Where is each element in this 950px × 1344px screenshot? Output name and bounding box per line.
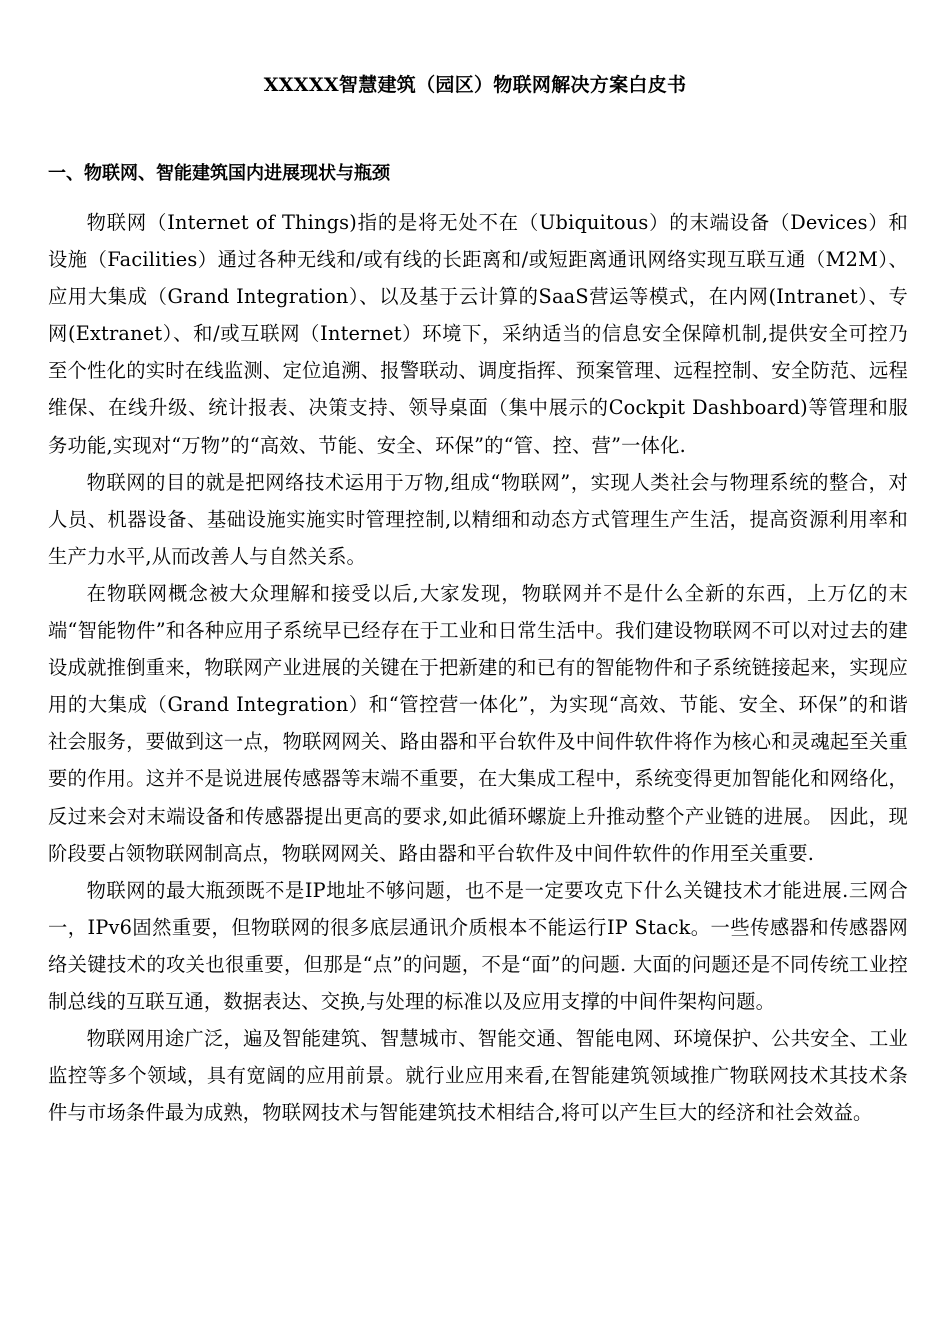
paragraph-2: 物联网的目的就是把网络技术运用于万物,组成“物联网”，实现人类社会与物理系统的整合，对人员、机器设备、基础设施实施实时管理控制,以精细和动态方式管理生产生活，提高资源利用率和生产力水平,从而改善人与自然关系。	[48, 470, 908, 568]
paragraph-4: 物联网的最大瓶颈既不是IP地址不够问题，也不是一定要攻克下什么关键技术才能进展.三网合一，IPv6固然重要，但物联网的很多底层通讯介质根本不能运行IP Stack。一些传感器和传感器网络关键技术的攻关也很重要，但那是“点”的问题，不是“面”的问题. 大面的问题还是不同传统工业控制总线的互联互通，数据表达、交换,与处理的标准以及应用支撑的中间件架构问题。	[48, 878, 908, 1013]
body-text	[48, 204, 908, 1131]
document-title: XXXXX智慧建筑（园区）物联网解决方案白皮书	[263, 74, 687, 96]
paragraph-3: 在物联网概念被大众理解和接受以后,大家发现，物联网并不是什么全新的东西，上万亿的末端“智能物件”和各种应用子系统早已经存在于工业和日常生活中。我们建设物联网不可以对过去的建设成就推倒重来，物联网产业进展的关键在于把新建的和已有的智能物件和子系统链接起来，实现应用的大集成（Grand Integration）和“管控营一体化”，为实现“高效、节能、安全、环保”的和谐社会服务，要做到这一点，物联网网关、路由器和平台软件及中间件软件将作为核心和灵魂起至关重要的作用。这并不是说进展传感器等末端不重要，在大集成工程中，系统变得更加智能化和网络化，反过来会对末端设备和传感器提出更高的要求,如此循环螺旋上升推动整个产业链的进展。 因此，现阶段要占领物联网制高点，物联网网关、路由器和平台软件及中间件软件的作用至关重要.	[48, 581, 908, 865]
section-heading: 一、物联网、智能建筑国内进展现状与瓶颈	[48, 163, 390, 184]
paragraph-5: 物联网用途广泛，遍及智能建筑、智慧城市、智能交通、智能电网、环境保护、公共安全、工业监控等多个领域，具有宽阔的应用前景。就行业应用来看,在智能建筑领域推广物联网技术其技术条件与市场条件最为成熟，物联网技术与智能建筑技术相结合,将可以产生巨大的经济和社会效益。	[48, 1027, 908, 1125]
paragraph-1: 物联网（Internet of Things)指的是将无处不在（Ubiquitous）的末端设备（Devices）和设施（Facilities）通过各种无线和/或有线的长距离和/或短距离通讯网络实现互联互通（M2M）、应用大集成（Grand Integration）、以及基于云计算的SaaS营运等模式，在内网(Intranet）、专网(Extranet）、和/或互联网（Internet）环境下，采纳适当的信息安全保障机制,提供安全可控乃至个性化的实时在线监测、定位追溯、报警联动、调度指挥、预案管理、远程控制、安全防范、远程维保、在线升级、统计报表、决策支持、领导桌面（集中展示的Cockpit Dashboard)等管理和服务功能,实现对“万物”的“高效、节能、安全、环保”的“管、控、营”一体化.	[48, 211, 908, 457]
